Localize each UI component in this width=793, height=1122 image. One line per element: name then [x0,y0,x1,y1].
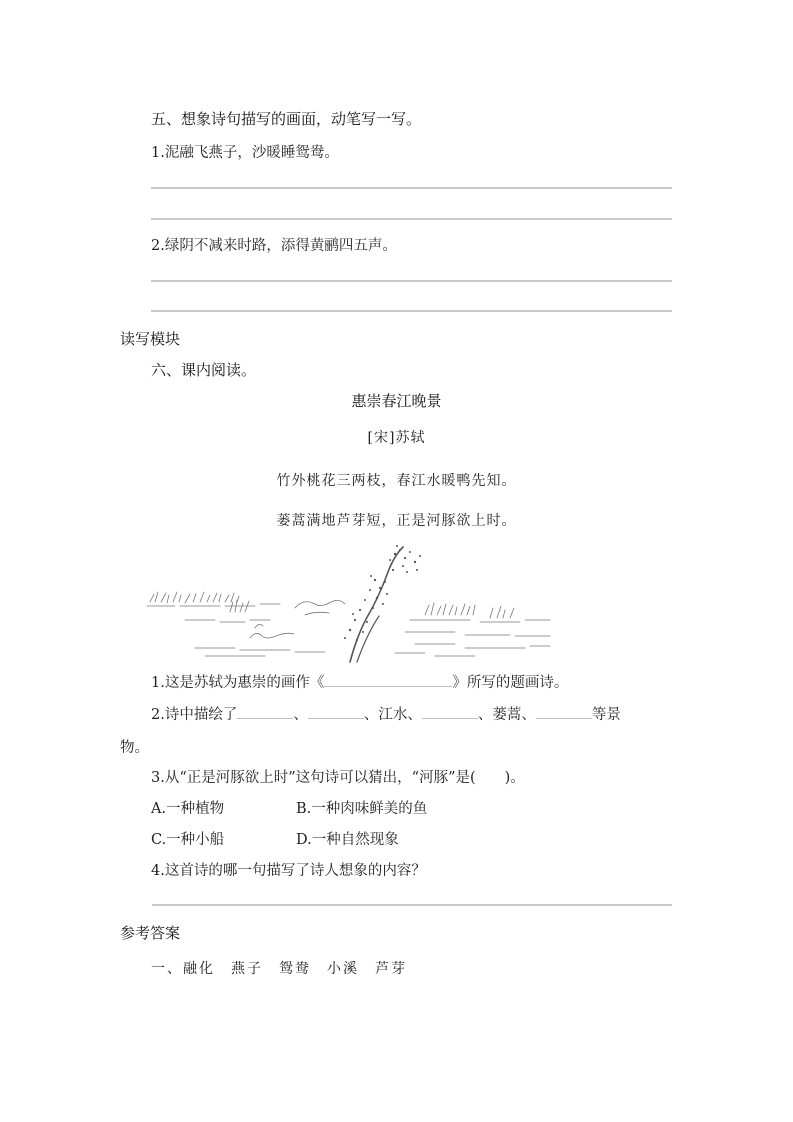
question-6-2-suffix: 等景 [591,707,621,723]
answer-line[interactable] [151,310,672,312]
section-6-title: 六、课内阅读。 [151,361,257,379]
scenery-blank-4[interactable] [536,704,592,719]
option-d[interactable]: D.一种自然现象 [296,832,399,848]
river-scene-illustration [145,540,555,665]
poem-line-2: 蒌蒿满地芦芽短，正是河豚欲上时。 [276,513,517,529]
poem-author: [宋]苏轼 [367,430,426,446]
question-6-2-continuation: 物。 [120,740,149,756]
question-6-3: 3.从“正是河豚欲上时”这句诗可以猜出，“河豚”是( )。 [151,770,525,786]
question-5-2: 2.绿阴不减来时路，添得黄鹂四五声。 [151,238,397,254]
separator: 、江水、 [363,707,422,723]
answer-line[interactable] [152,904,672,906]
module-title: 读写模块 [120,330,181,348]
answer-line-1: 一、融化 燕子 鸳鸯 小溪 芦芽 [151,961,407,977]
question-5-1: 1.泥融飞燕子，沙暖睡鸳鸯。 [151,145,339,161]
answer-line[interactable] [151,280,672,282]
question-6-4: 4.这首诗的哪一句描写了诗人想象的内容？ [151,863,426,879]
option-b[interactable]: B.一种肉味鲜美的鱼 [296,801,428,817]
poem-line-1: 竹外桃花三两枝，春江水暖鸭先知。 [276,473,517,489]
question-6-1 [151,671,568,692]
separator: 、蒌蒿、 [477,707,536,723]
question-6-2-prefix: 2.诗中描绘了 [151,707,238,723]
poem-title-blank[interactable] [324,672,452,687]
separator: 、 [293,707,308,723]
section-5-title: 五、想象诗句描写的画面，动笔写一写。 [151,110,422,128]
option-a[interactable]: A.一种植物 [151,801,225,817]
answer-line[interactable] [151,187,672,189]
question-6-1-suffix: 》所写的题画诗。 [452,675,569,691]
question-6-1-prefix: 1.这是苏轼为惠崇的画作《 [151,675,325,691]
poem-title: 惠崇春江晚景 [351,392,442,410]
answer-line[interactable] [151,218,672,220]
scenery-blank-2[interactable] [308,704,364,719]
scenery-blank-1[interactable] [237,704,293,719]
question-6-2 [151,703,621,724]
scenery-blank-3[interactable] [422,704,478,719]
option-c[interactable]: C.一种小船 [151,832,225,848]
answers-title: 参考答案 [120,924,181,942]
